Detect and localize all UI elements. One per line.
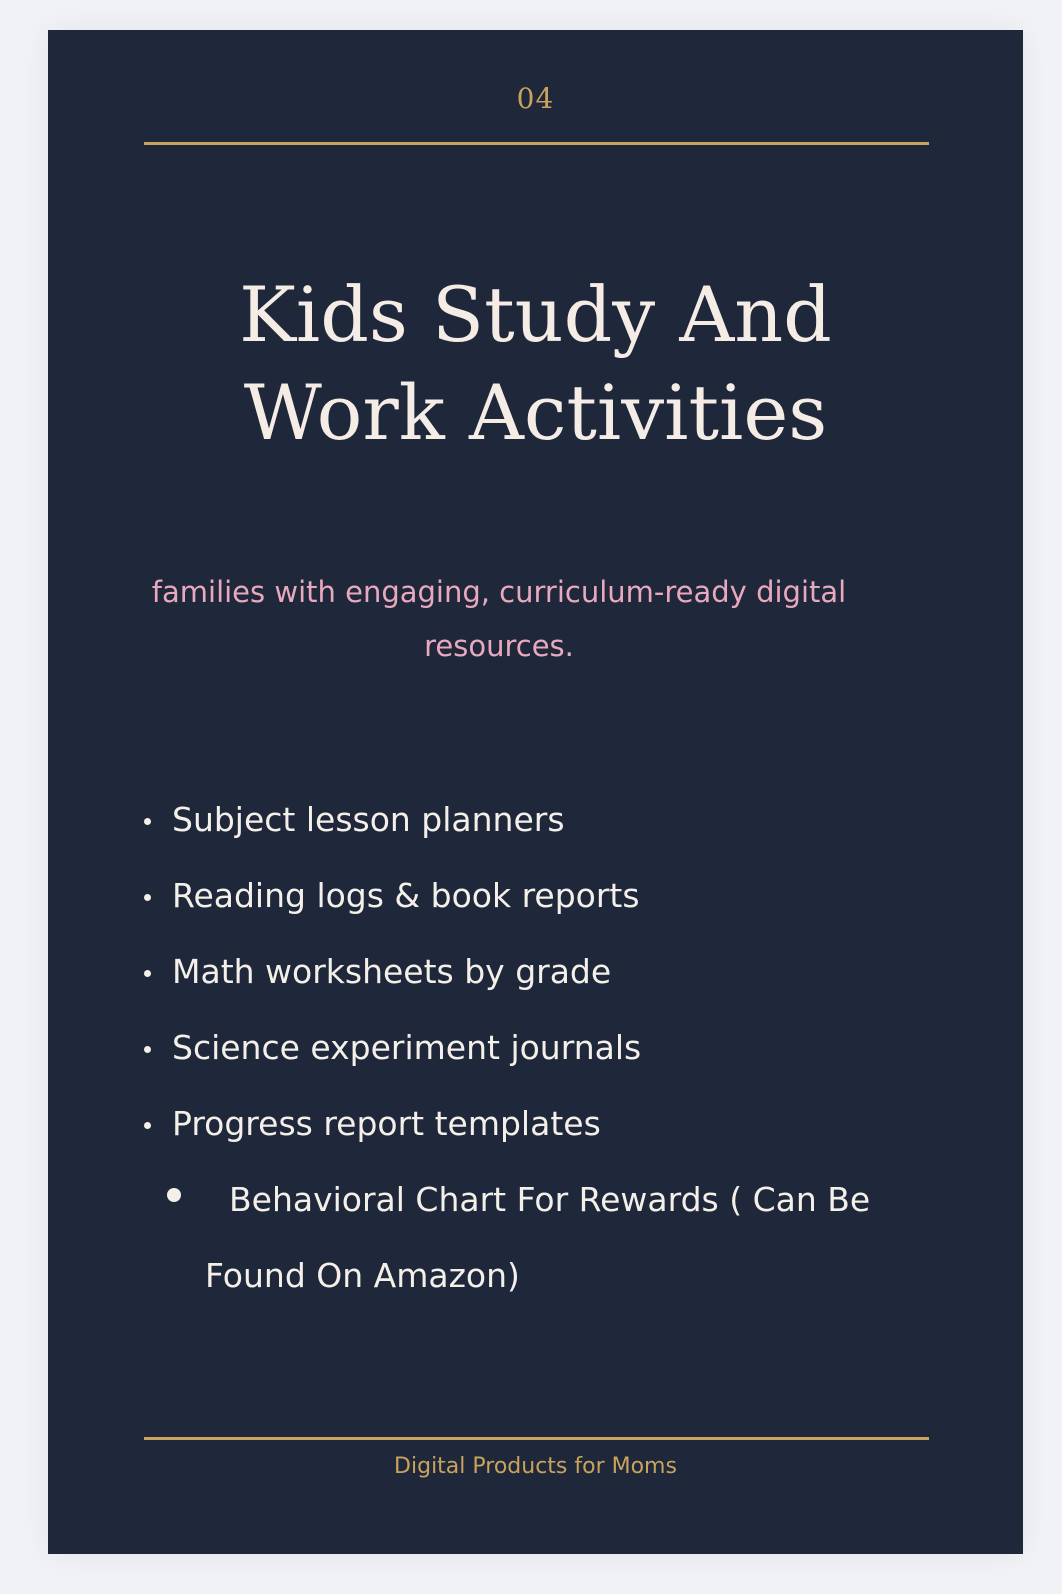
bullet-icon: [144, 1122, 151, 1129]
bullet-icon: [144, 818, 151, 825]
feature-item: [144, 1086, 924, 1162]
feature-item: [144, 782, 924, 858]
feature-item: [144, 1010, 924, 1086]
bullet-icon: [144, 1046, 151, 1053]
feature-list: [144, 782, 924, 1162]
feature-label: Reading logs & book reports: [172, 876, 640, 915]
bullet-icon: [144, 894, 151, 901]
feature-label: Subject lesson planners: [172, 800, 565, 839]
page-number: 04: [516, 82, 555, 115]
feature-label: Science experiment journals: [172, 1028, 642, 1067]
page-footer: Digital Products for Moms: [394, 1454, 677, 1479]
feature-item: [144, 934, 924, 1010]
page-subtitle: families with engaging, curriculum-ready digital resources.: [151, 575, 847, 663]
bullet-icon: [167, 1188, 181, 1202]
extra-feature-item: [144, 1162, 924, 1314]
top-divider: [144, 142, 929, 145]
bottom-divider: [144, 1437, 929, 1440]
page-title: Kids Study And Work Activities: [239, 270, 832, 457]
bullet-icon: [144, 970, 151, 977]
feature-label: Progress report templates: [172, 1104, 601, 1143]
page-card: [48, 30, 1023, 1554]
feature-item: [144, 858, 924, 934]
extra-feature-label: Behavioral Chart For Rewards ( Can Be Found On Amazon): [205, 1180, 871, 1295]
feature-label: Math worksheets by grade: [172, 952, 612, 991]
